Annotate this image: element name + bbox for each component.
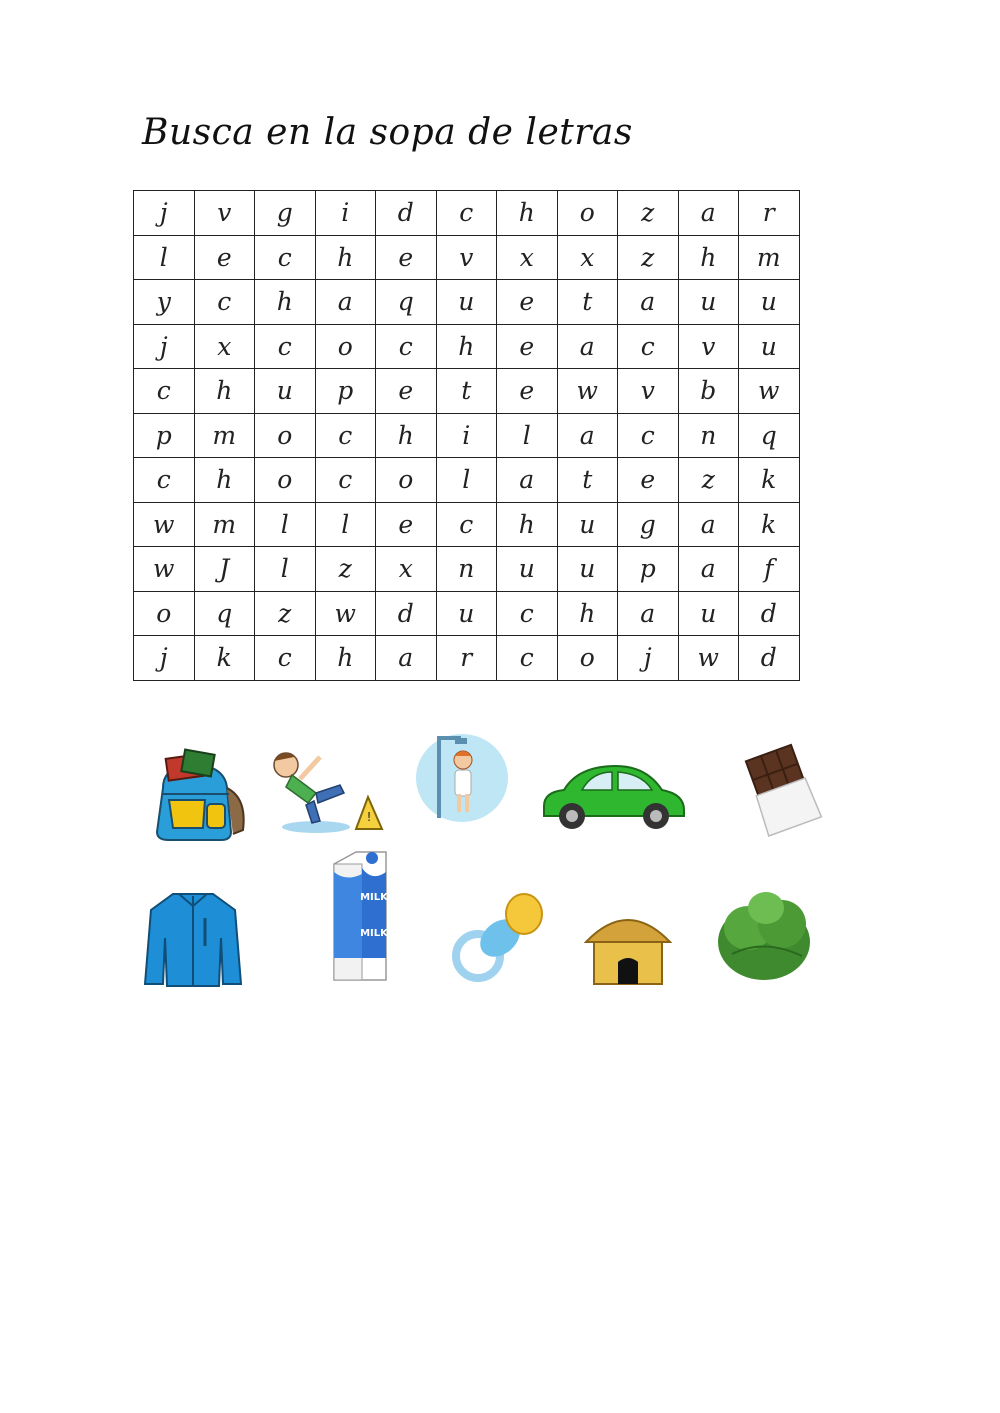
grid-cell[interactable]: c [497, 591, 558, 636]
grid-cell[interactable]: c [436, 191, 497, 236]
grid-cell[interactable]: v [618, 369, 679, 414]
grid-cell[interactable]: u [678, 591, 739, 636]
grid-cell[interactable]: u [497, 547, 558, 592]
grid-cell[interactable]: u [255, 369, 316, 414]
grid-cell[interactable]: n [436, 547, 497, 592]
grid-cell[interactable]: z [255, 591, 316, 636]
grid-cell[interactable]: v [678, 324, 739, 369]
milk-carton-icon [326, 848, 392, 984]
grid-cell[interactable]: t [557, 280, 618, 325]
grid-cell[interactable]: h [376, 413, 437, 458]
grid-cell[interactable]: l [497, 413, 558, 458]
grid-cell[interactable]: d [376, 591, 437, 636]
grid-row [134, 191, 800, 236]
grid-cell[interactable]: r [739, 191, 800, 236]
grid-row [134, 591, 800, 636]
grid-cell[interactable]: w [134, 502, 195, 547]
svg-text:!: ! [366, 810, 372, 824]
backpack-icon [143, 748, 253, 843]
grid-row [134, 369, 800, 414]
grid-cell[interactable]: k [739, 458, 800, 503]
grid-cell[interactable]: k [739, 502, 800, 547]
grid-cell[interactable]: h [497, 191, 558, 236]
grid-row [134, 235, 800, 280]
grid-cell[interactable]: x [194, 324, 255, 369]
grid-cell[interactable]: r [436, 636, 497, 681]
grid-cell[interactable]: c [134, 458, 195, 503]
grid-cell[interactable]: c [255, 636, 316, 681]
grid-cell[interactable]: l [436, 458, 497, 503]
page-title: Busca en la sopa de letras [142, 112, 633, 153]
shower-icon [413, 730, 511, 826]
grid-row [134, 547, 800, 592]
grid-cell[interactable]: f [739, 547, 800, 592]
grid-cell[interactable]: x [557, 235, 618, 280]
grid-cell[interactable]: u [557, 502, 618, 547]
grid-cell[interactable]: c [497, 636, 558, 681]
grid-cell[interactable]: x [497, 235, 558, 280]
grid-cell[interactable]: c [315, 458, 376, 503]
grid-cell[interactable]: w [678, 636, 739, 681]
grid-cell[interactable]: c [376, 324, 437, 369]
shower-picture [413, 730, 511, 826]
grid-cell[interactable]: o [315, 324, 376, 369]
grid-cell[interactable]: v [194, 191, 255, 236]
grid-cell[interactable]: j [134, 636, 195, 681]
jacket-picture [143, 888, 243, 990]
grid-cell[interactable]: u [739, 324, 800, 369]
grid-cell[interactable]: e [376, 502, 437, 547]
lettuce-picture [712, 884, 818, 988]
grid-cell[interactable]: q [194, 591, 255, 636]
grid-cell[interactable]: h [436, 324, 497, 369]
word-search-grid [133, 190, 800, 681]
grid-cell[interactable]: y [134, 280, 195, 325]
grid-cell[interactable]: l [134, 235, 195, 280]
grid-cell[interactable]: u [436, 591, 497, 636]
grid-cell[interactable]: c [255, 235, 316, 280]
grid-cell[interactable]: d [739, 636, 800, 681]
grid-cell[interactable]: a [557, 413, 618, 458]
grid-cell[interactable]: i [315, 191, 376, 236]
grid-cell[interactable]: d [739, 591, 800, 636]
grid-cell[interactable]: o [255, 458, 316, 503]
grid-cell[interactable]: o [134, 591, 195, 636]
grid-row [134, 502, 800, 547]
grid-cell[interactable]: e [376, 235, 437, 280]
grid-cell[interactable]: o [557, 191, 618, 236]
car-icon [538, 762, 688, 832]
grid-cell[interactable]: h [678, 235, 739, 280]
grid-cell[interactable]: w [315, 591, 376, 636]
grid-cell[interactable]: p [315, 369, 376, 414]
grid-cell[interactable]: o [376, 458, 437, 503]
grid-cell[interactable]: u [739, 280, 800, 325]
grid-cell[interactable]: m [194, 502, 255, 547]
grid-row [134, 458, 800, 503]
grid-cell[interactable]: c [436, 502, 497, 547]
grid-cell[interactable]: j [134, 324, 195, 369]
grid-cell[interactable]: w [134, 547, 195, 592]
grid-cell[interactable]: h [255, 280, 316, 325]
grid-row [134, 636, 800, 681]
milk-label-top: MILK [360, 892, 388, 903]
jacket-icon [143, 888, 243, 990]
chocolate-icon [738, 740, 830, 840]
grid-cell[interactable]: z [618, 191, 679, 236]
grid-cell[interactable]: h [194, 458, 255, 503]
grid-cell[interactable]: b [678, 369, 739, 414]
grid-cell[interactable]: c [134, 369, 195, 414]
grid-cell[interactable]: c [618, 324, 679, 369]
grid-cell[interactable]: l [255, 502, 316, 547]
grid-cell[interactable]: e [194, 235, 255, 280]
grid-cell[interactable]: t [557, 458, 618, 503]
backpack-picture [143, 748, 253, 843]
grid-cell[interactable]: d [376, 191, 437, 236]
grid-cell[interactable]: h [497, 502, 558, 547]
grid-cell[interactable]: o [557, 636, 618, 681]
pacifier-icon [452, 892, 548, 984]
grid-cell[interactable]: l [315, 502, 376, 547]
car-picture [538, 762, 688, 832]
grid-cell[interactable]: a [678, 547, 739, 592]
grid-cell[interactable]: n [678, 413, 739, 458]
grid-cell[interactable]: a [376, 636, 437, 681]
grid-cell[interactable]: z [678, 458, 739, 503]
grid-cell[interactable]: x [376, 547, 437, 592]
grid-cell[interactable]: p [618, 547, 679, 592]
grid-cell[interactable]: p [134, 413, 195, 458]
grid-cell[interactable]: m [739, 235, 800, 280]
grid-cell[interactable]: a [557, 324, 618, 369]
grid-cell[interactable]: a [678, 191, 739, 236]
grid-cell[interactable]: k [194, 636, 255, 681]
pacifier-picture [452, 892, 548, 984]
grid-cell[interactable]: c [618, 413, 679, 458]
grid-row [134, 324, 800, 369]
grid-cell[interactable]: o [255, 413, 316, 458]
grid-cell[interactable]: e [497, 324, 558, 369]
grid-cell[interactable]: g [255, 191, 316, 236]
grid-cell[interactable]: q [376, 280, 437, 325]
grid-row [134, 413, 800, 458]
grid-cell[interactable]: w [557, 369, 618, 414]
chocolate-picture [738, 740, 830, 840]
grid-cell[interactable]: e [376, 369, 437, 414]
grid-cell[interactable]: i [436, 413, 497, 458]
grid-cell[interactable]: a [618, 591, 679, 636]
grid-cell[interactable]: w [739, 369, 800, 414]
grid-cell[interactable]: h [315, 636, 376, 681]
grid-cell[interactable]: l [255, 547, 316, 592]
grid-cell[interactable]: J [194, 547, 255, 592]
grid-cell[interactable]: e [618, 458, 679, 503]
grid-cell[interactable]: e [497, 369, 558, 414]
grid-cell[interactable]: h [557, 591, 618, 636]
grid-cell[interactable]: c [255, 324, 316, 369]
grid-cell[interactable]: z [618, 235, 679, 280]
milk-label-bottom: MILK [360, 928, 388, 939]
slipping-boy-icon [264, 745, 392, 837]
grid-cell[interactable]: e [497, 280, 558, 325]
grid-cell[interactable]: t [436, 369, 497, 414]
grid-cell[interactable]: c [315, 413, 376, 458]
grid-cell[interactable]: q [739, 413, 800, 458]
grid-cell[interactable]: j [618, 636, 679, 681]
hut-picture [582, 904, 674, 988]
slipping-boy-picture [264, 745, 392, 837]
grid-cell[interactable]: h [194, 369, 255, 414]
grid-cell[interactable]: v [436, 235, 497, 280]
grid-cell[interactable]: j [134, 191, 195, 236]
milk-carton-picture [326, 848, 392, 984]
grid-cell[interactable]: c [194, 280, 255, 325]
lettuce-icon [712, 884, 818, 988]
grid-cell[interactable]: a [497, 458, 558, 503]
grid-cell[interactable]: u [436, 280, 497, 325]
grid-cell[interactable]: u [557, 547, 618, 592]
grid-cell[interactable]: a [618, 280, 679, 325]
grid-cell[interactable]: m [194, 413, 255, 458]
grid-cell[interactable]: z [315, 547, 376, 592]
grid-cell[interactable]: g [618, 502, 679, 547]
grid-cell[interactable]: u [678, 280, 739, 325]
grid-cell[interactable]: a [315, 280, 376, 325]
grid-cell[interactable]: h [315, 235, 376, 280]
grid-row [134, 280, 800, 325]
hut-icon [582, 904, 674, 988]
grid-cell[interactable]: a [678, 502, 739, 547]
